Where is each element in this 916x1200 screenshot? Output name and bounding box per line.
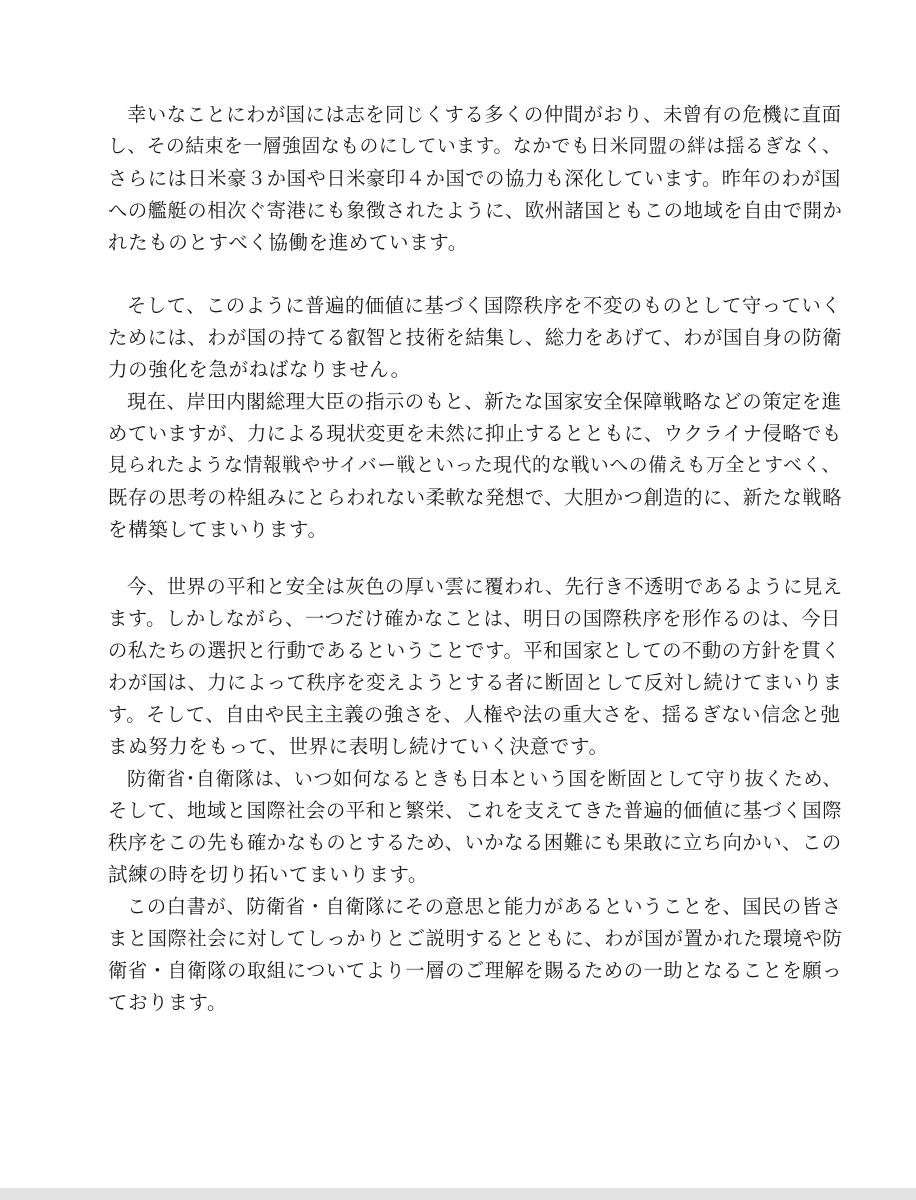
text-line: 既存の思考の枠組みにとらわれない柔軟な発想で、大胆かつ創造的に、新たな戦略: [108, 486, 843, 509]
text-line: さらには日米豪３か国や日米豪印４か国での協力も深化しています。昨年のわが国: [108, 167, 841, 190]
text-line: この白書が、防衛省・自衛隊にその意思と能力があるということを、国民の皆さ: [127, 895, 842, 918]
text-line: そして、このように普遍的価値に基づく国際秩序を不変のものとして守っていく: [127, 294, 842, 317]
text-line: ます。しかしながら、一つだけ確かなことは、明日の国際秩序を形作るのは、今日: [108, 607, 841, 630]
text-line: ております。: [108, 991, 228, 1014]
text-line: 秩序をこの先も確かなものとするため、いかなる困難にも果敢に立ち向かい、この: [108, 831, 842, 854]
text-line: めていますが、力による現状変更を未然に抑止するとともに、ウクライナ侵略でも: [108, 422, 842, 445]
text-line: 衛省・自衛隊の取組についてより一層のご理解を賜るための一助となることを願っ: [108, 959, 843, 982]
text-line: 防衛省･自衛隊は、いつ如何なるときも日本という国を断固として守り抜くため、: [127, 768, 842, 790]
text-line: わが国は、力によって秩序を変えようとする者に断固として反対し続けてまいりま: [108, 671, 843, 694]
text-line: への艦艇の相次ぐ寄港にも象徴されたように、欧州諸国ともこの地域を自由で開か: [108, 199, 843, 222]
text-line: の私たちの選択と行動であるということです。平和国家としての不動の方針を貫く: [108, 639, 841, 662]
text-line: 幸いなことにわが国には志を同じくする多くの仲間がおり、未曾有の危機に直面: [127, 103, 842, 126]
text-line: ためには、わが国の持てる叡智と技術を結集し、総力をあげて、わが国自身の防衛: [108, 326, 843, 349]
text-line: まぬ努力をもって、世界に表明し続けていく決意です。: [108, 735, 609, 758]
text-line: す。そして、自由や民主主義の強さを、人権や法の重大さを、揺るぎない信念と弛: [108, 703, 841, 726]
page-bottom-edge: [0, 1188, 916, 1200]
text-line: そして、地域と国際社会の平和と繁栄、これを支えてきた普遍的価値に基づく国際: [108, 799, 843, 822]
text-line: 見られたような情報戦やサイバー戦といった現代的な戦いへの備えも万全とすべく、: [108, 455, 841, 476]
text-line: 今、世界の平和と安全は灰色の厚い雲に覆われ、先行き不透明であるように見え: [127, 575, 843, 598]
text-line: れたものとすべく協働を進めています。: [108, 231, 468, 254]
text-line: し、その結束を一層強固なものにしています。なかでも日米同盟の絆は揺るぎなく、: [108, 136, 842, 157]
text-line: 力の強化を急がねばなりません。: [108, 358, 411, 381]
text-line: まと国際社会に対してしっかりとご説明するとともに、わが国が置かれた環境や防: [108, 927, 843, 950]
text-line: 現在、岸田内閣総理大臣の指示のもと、新たな国家安全保障戦略などの策定を進: [127, 390, 842, 413]
text-line: を構築してまいります。: [108, 518, 328, 541]
text-line: 試練の時を切り拓いてまいります。: [108, 863, 429, 886]
